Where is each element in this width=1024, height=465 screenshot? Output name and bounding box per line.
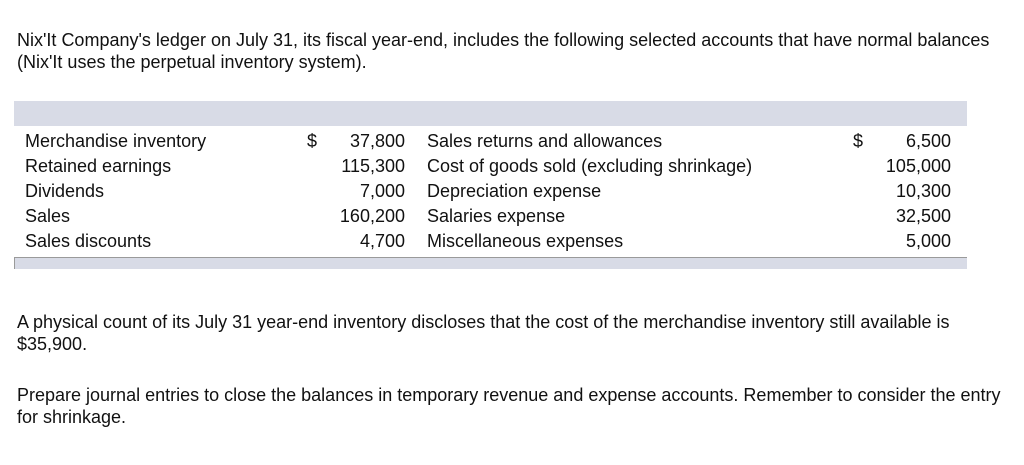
account-name: Merchandise inventory — [25, 131, 207, 151]
account-amount: 4,700 — [359, 231, 405, 251]
account-amount: 6,500 — [905, 131, 951, 151]
dollar-sign — [853, 229, 873, 254]
account-amount: 7,000 — [359, 181, 405, 201]
task-paragraph: Prepare journal entries to close the balances in temporary revenue and expense accounts. Remember to consider the entry for shrinkage. — [17, 385, 1001, 427]
dollar-sign — [853, 204, 873, 229]
ledger-header-bar — [14, 101, 967, 126]
ledger-table — [14, 101, 967, 269]
account-name: Sales returns and allowances — [427, 131, 663, 151]
account-name: Retained earnings — [25, 156, 172, 176]
dollar-sign — [307, 179, 327, 204]
account-name: Dividends — [25, 181, 105, 201]
dollar-sign: $ — [307, 131, 318, 151]
dollar-sign: $ — [853, 131, 864, 151]
ledger-footer-bar — [14, 257, 967, 269]
account-name: Cost of goods sold (excluding shrinkage) — [427, 156, 753, 176]
dollar-sign — [307, 229, 327, 254]
account-amount: 32,500 — [895, 206, 951, 226]
account-name: Miscellaneous expenses — [427, 231, 624, 251]
ledger-body — [14, 126, 967, 257]
right-dollar-signs — [853, 129, 873, 254]
account-name: Salaries expense — [427, 206, 566, 226]
dollar-sign — [853, 179, 873, 204]
account-amount: 5,000 — [905, 231, 951, 251]
dollar-sign — [853, 154, 873, 179]
left-amounts — [327, 129, 405, 254]
account-name: Sales — [25, 206, 71, 226]
right-account-names — [427, 129, 752, 254]
account-amount: 105,000 — [885, 156, 951, 176]
account-amount: 37,800 — [349, 131, 405, 151]
physical-count-paragraph: A physical count of its July 31 year-end inventory discloses that the cost of the merchandise inventory still available is $35,900. — [17, 312, 950, 354]
account-amount: 10,300 — [895, 181, 951, 201]
intro-paragraph: Nix'It Company's ledger on July 31, its fiscal year-end, includes the following selected accounts that have normal balances (Nix'It uses the perpetual inventory system). — [17, 30, 990, 72]
dollar-sign — [307, 204, 327, 229]
left-dollar-signs — [307, 129, 327, 254]
account-amount: 160,200 — [339, 206, 405, 226]
account-name: Depreciation expense — [427, 181, 602, 201]
left-account-names — [25, 129, 206, 254]
account-amount: 115,300 — [341, 156, 405, 176]
dollar-sign — [307, 154, 327, 179]
right-amounts — [873, 129, 951, 254]
account-name: Sales discounts — [25, 231, 152, 251]
